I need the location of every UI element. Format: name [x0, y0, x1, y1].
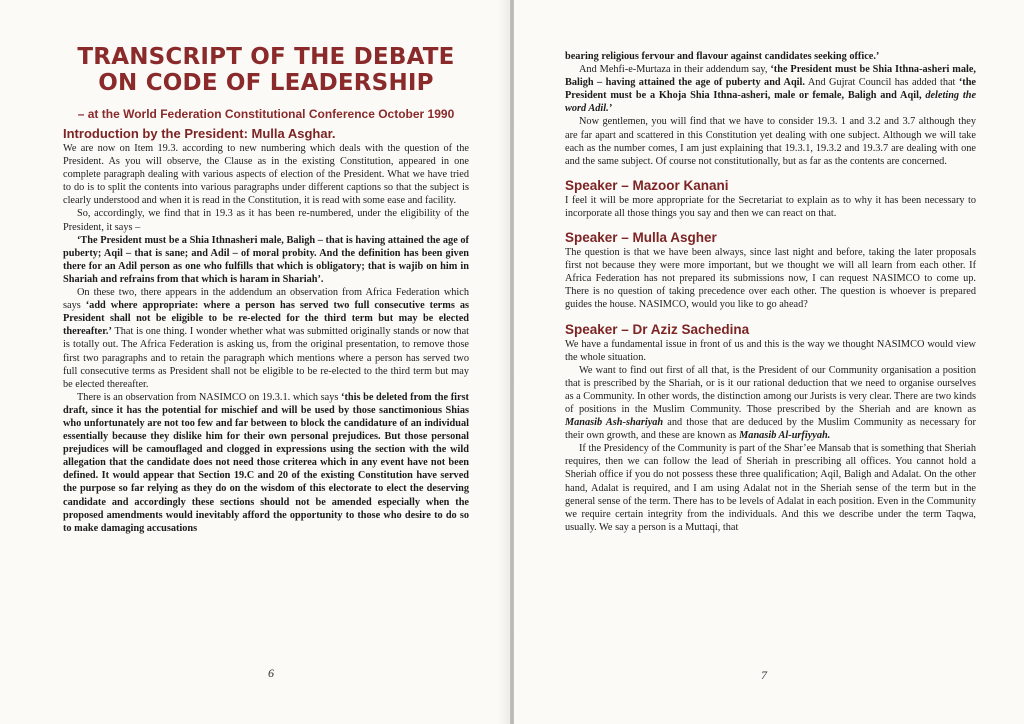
- right-paragraph-2-italic: deleting the word Adil.’: [565, 90, 977, 115]
- speaker-heading-kanani: Speaker – Mazoor Kanani: [565, 177, 729, 193]
- left-page: [0, 0, 510, 724]
- right-paragraph-2-quote: ‘the President must be Shia Ithna-asheri male, Baligh – having attained the age of puberty and Aqil.: [565, 64, 977, 89]
- paragraph-4-text-b: That is one thing. I wonder whether what was submitted originally stands or now that is totally out. The Africa Federation is asking us, from the original presentation, to remove those first two paragraphs and to retain the paragraph which mentions where a person has served two full consecutive terms as President shall not be eligible to be re-elected to the third term but may be elected thereafter.: [63, 326, 470, 390]
- title-line-2: ON CODE OF LEADERSHIP: [98, 70, 434, 96]
- right-paragraph-2-text-b: And Gujrat Council has added that: [807, 77, 956, 89]
- left-page-content: [63, 44, 469, 535]
- right-paragraph-5: The question is that we have been always, since last night and before, taking the later proposals first not because they were more important, but we thought we will all learn from each other. If Africa Federation has not prepared its submissions now, I can request NASIMCO to come up. There is no question of taking precedence over each other. The question is whoever is prepared guides the house. NASIMCO, would you like to go ahead?: [565, 247, 976, 311]
- title-line-1: TRANSCRIPT OF THE DEBATE: [77, 44, 455, 70]
- paragraph-5-quote: ‘this be deleted from the first draft, since it has the potential for mischief and will be used by those sanctimonious Shias who unfortunately are not too few and far between to block the candidature of an individual essentially because they dislike him for their own personal prejudices. But those personal prejudices will be camouflaged and clogged in expressions using the section with the wild allegation that the candidate does not need those criterea which in any event have not been defined. It would appear that Section 19.C and 20 of the existing Constitution have served the purpose so far relying as they do on the wisdom of this electorate to elect the deserving candidate and accordingly these sections should not be amended especially when the proposed amendments would inevitably afford the opportunity to those who desire to do so to make damaging accusations: [63, 391, 469, 534]
- paragraph-5: [63, 391, 469, 535]
- paragraph-4: [63, 286, 469, 391]
- paragraph-4-text-a: On these two, there appears in the addendum an observation from Africa Federation which says: [63, 287, 469, 312]
- right-page-content: [565, 50, 976, 534]
- right-paragraph-7-term-2: Manasib Al-urfiyyah.: [739, 430, 831, 442]
- right-paragraph-7: [565, 364, 976, 443]
- right-paragraph-3: Now gentlemen, you will find that we have to consider 19.3. 1 and 3.2 and 3.7 although they are far apart and scattered in this Constitution yet dealing with one subject. Although we will take each as the number comes, I am just explaining that 19.3.1, 19.3.2 and 19.3.7 are dealing with one and the same subject. Of course not constitutionally, but as far as the contents are concerned.: [565, 116, 976, 167]
- right-paragraph-4: I feel it will be more appropriate for the Secretariat to explain as to why it has been necessary to incorporate all those things you say and then we can react on that.: [565, 194, 976, 219]
- intro-heading: Introduction by the President: Mulla Asghar.: [63, 126, 336, 141]
- document-title: [63, 44, 469, 96]
- right-paragraph-2: [565, 63, 976, 115]
- page-number-right: 7: [761, 668, 767, 682]
- paragraph-5-text-a: There is an observation from NASIMCO on 19.3.1. which says: [77, 391, 339, 403]
- right-paragraph-1: bearing religious fervour and flavour against candidates seeking office.’: [565, 51, 880, 62]
- right-page: [514, 0, 1024, 724]
- speaker-heading-sachedina: Speaker – Dr Aziz Sachedina: [565, 321, 750, 337]
- right-paragraph-6: We have a fundamental issue in front of us and this is the way we thought NASIMCO would view the whole situation.: [565, 338, 976, 363]
- paragraph-4-quote: ‘add where appropriate: where a person has served two full consecutive terms as President shall not be eligible to be re-elected for the third term but may be elected thereafter.’: [63, 300, 469, 338]
- right-paragraph-7-text-a: We want to find out first of all that, is the President of our Community organisation a position that is prescribed by the Shariah, or is it our rational deduction that we need to organise ourselves as a Community. In other words, the distinction among our Jurists is very clear. There are two kinds of positions in the Muslim Community. Those prescribed by the Sheriah and are known as: [565, 364, 976, 415]
- paragraph-3-quote: ‘The President must be a Shia Ithnasheri male, Baligh – that is having attained the age of puberty; Aqil – that is sane; and Adil – of moral probity. And the definition has been given there for an Adil person as one who fulfills that which is obligatory; that is wajib on him in Shariah and refrains from that which is haram in Shariah’.: [63, 234, 469, 285]
- document-subtitle: – at the World Federation Constitutional Conference October 1990: [77, 107, 455, 121]
- paragraph-1: We are now on Item 19.3. according to new numbering which deals with the question of the President. As you will observe, the Clause as in the existing Constitution, appeared in one complete paragraph dealing with various aspects of election of the President. What we have tried to do is to split the contents into various paragraphs under different captions so that the subject is clearly understood and when it is read in the Constitution, it is read with some ease and facility.: [63, 143, 469, 207]
- right-paragraph-7-text-b: and those that are deduced by the Muslim Community as necessary for their own growth, and these are known as: [565, 417, 976, 442]
- page-number-left: 6: [268, 666, 274, 680]
- speaker-heading-asgher: Speaker – Mulla Asgher: [565, 230, 717, 246]
- right-paragraph-8: If the Presidency of the Community is part of the Shar’ee Mansab that is something that Sheriah requires, then we can follow the lead of Sheriah in prescribing all offices. You cannot hold a Sheriah office if you do not possess these three qualification; Aqil, Baligh and Adalat. On the other hand, Adalat is required, and I am using Adalat not in the Sheriah sense of the term but in the general sense of the term. There has to be levels of Adalat in each position. Even in the Community we require certain integrity from the individuals. And this we describe under the term Taqwa, usually. We say a person is a Muttaqi, that: [565, 443, 976, 533]
- right-paragraph-2-quote-2: ‘the President must be a Khoja Shia Ithna-asheri, male or female, Baligh and Aqil,: [565, 77, 976, 102]
- right-paragraph-2-text-a: And Mehfi-e-Murtaza in their addendum say,: [579, 64, 768, 76]
- right-paragraph-7-term-1: Manasib Ash-shariyah: [565, 417, 664, 429]
- paragraph-2: So, accordingly, we find that in 19.3 as it has been re-numbered, under the eligibility of the President, it says –: [63, 208, 469, 233]
